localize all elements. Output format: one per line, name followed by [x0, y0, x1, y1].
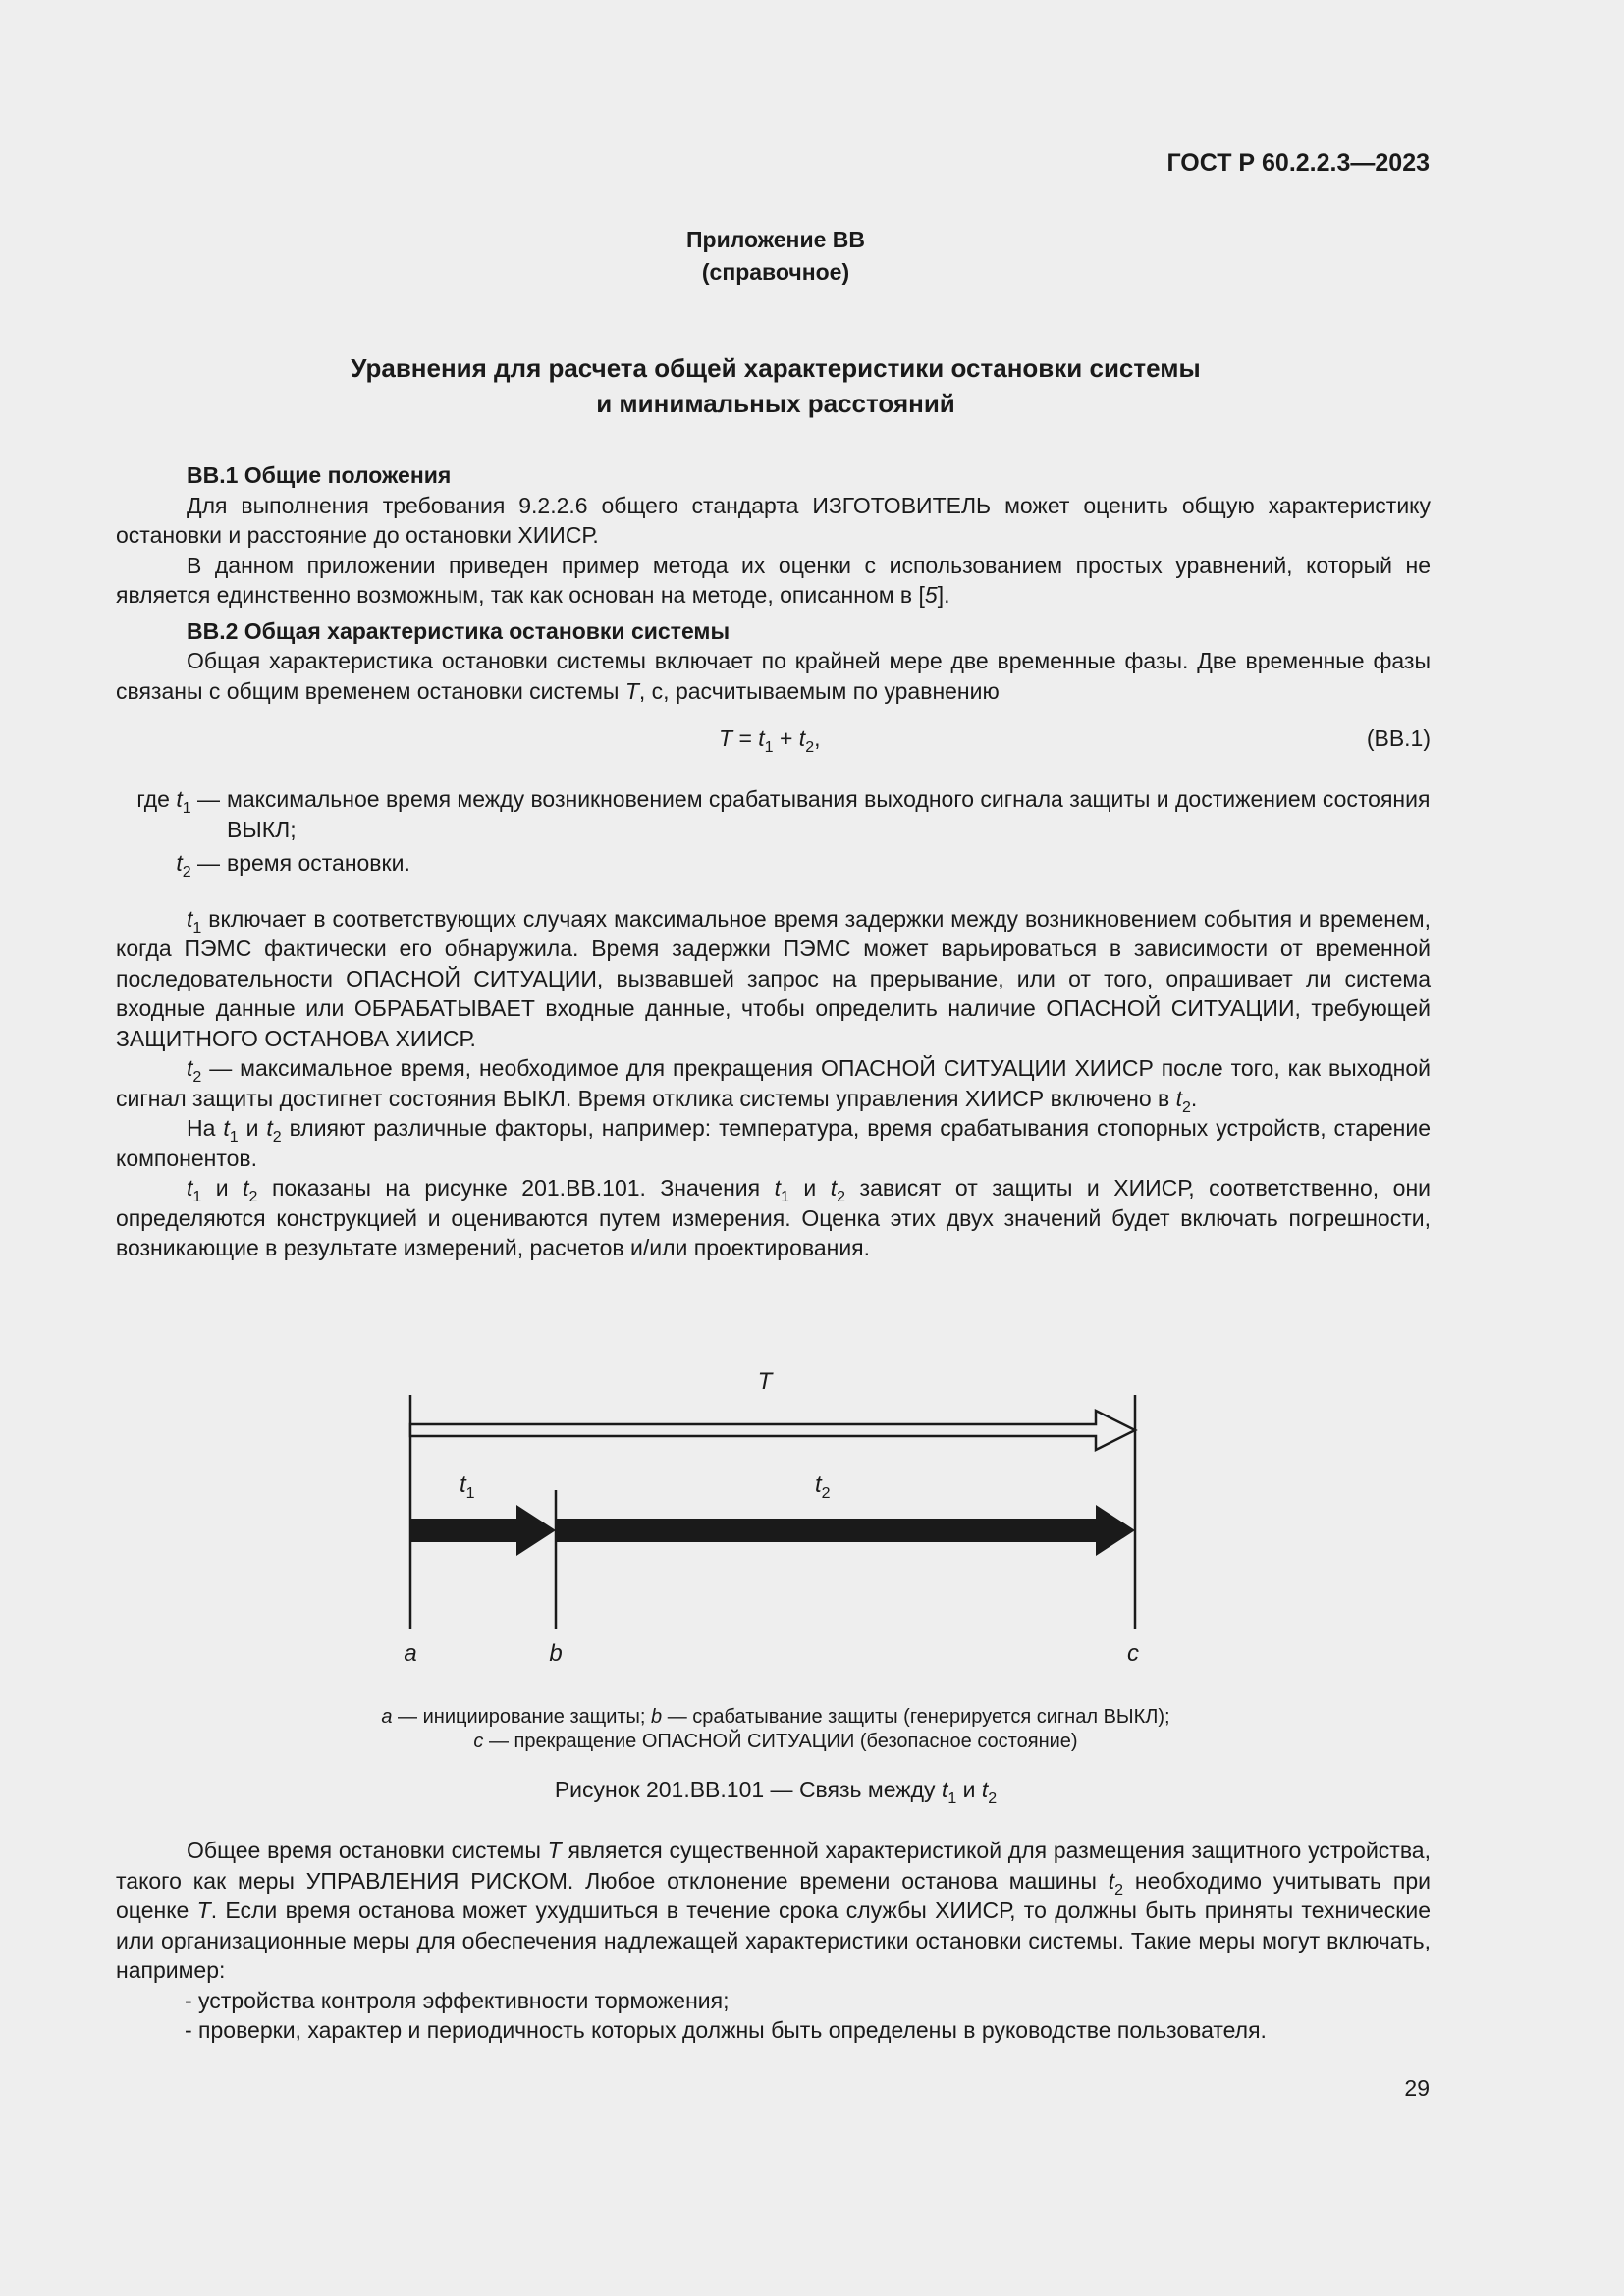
closing-content [116, 1836, 1431, 2046]
label-a: a [404, 1640, 417, 1667]
definition-text: максимальное время между возникновением срабатывания выходного сигнала защиты и достижением состояния ВЫКЛ; [227, 786, 1431, 842]
section-heading-1: ВВ.1 Общие положения [187, 462, 452, 488]
paragraph: Для выполнения требования 9.2.2.6 общего стандарта ИЗГОТОВИТЕЛЬ может оценить общую характеристику остановки и расстояние до остановки ХИИСР. [116, 492, 1431, 548]
paragraph: $t_2$ — максимальное время, необходимое для прекращения ОПАСНОЙ СИТУАЦИИ ХИИСР после того, как выходной сигнал защиты достигнет состояния ВЫКЛ. Время отклика системы управления ХИИСР включено в $t_2$. [116, 1055, 1432, 1116]
paragraph: $t_1$ включает в соответствующих случаях максимальное время задержки между возникновением события и временем, когда ПЭМС фактически его обнаружила. Время задержки ПЭМС может варьироваться в зависимости от временной последовательности ОПАСНОЙ СИТУАЦИИ, вызвавшей запрос на прерывание, или от того, опрашивает ли система входные данные или ОБРАБАТЫВАЕТ входные данные, чтобы определить наличие ОПАСНОЙ СИТУАЦИИ, требующей ЗАЩИТНОГО ОСТАНОВА ХИИСР. [116, 905, 1431, 1051]
timing-diagram [373, 1360, 1257, 1683]
annex-title-line1: Уравнения для расчета общей характеристики остановки системы [351, 353, 1201, 383]
list-item: - проверки, характер и периодичность которых должны быть определены в руководстве пользователя. [185, 2017, 1267, 2043]
formula-number: (ВВ.1) [1366, 725, 1431, 751]
formula-expression: $T = t_1 + t_2$, [719, 725, 821, 756]
definition-t1 [116, 784, 1431, 844]
label-c: c [1127, 1640, 1139, 1667]
page-number: 29 [1404, 2075, 1430, 2101]
label-T: T [757, 1368, 773, 1395]
figure-key [0, 1705, 1551, 1754]
section-heading-2: ВВ.2 Общая характеристика остановки системы [187, 617, 731, 644]
list-item: - устройства контроля эффективности торможения; [185, 1987, 730, 2013]
label-t1: $t_1$ [460, 1471, 475, 1502]
definition-text: время остановки. [227, 850, 410, 876]
annex-title [0, 350, 1551, 421]
figure-caption: Рисунок 201.ВВ.101 — Связь между $t_1$ и $t_2$ [554, 1777, 998, 1807]
figure-key-line2: c — прекращение ОПАСНОЙ СИТУАЦИИ (безопасное состояние) [473, 1731, 1078, 1752]
appendix-label: Приложение ВВ [685, 227, 865, 252]
definition-symbol: где $t_1$ — [136, 786, 220, 817]
figure-key-line1: a — инициирование защиты; b — срабатывание защиты (генерируется сигнал ВЫКЛ); [381, 1706, 1170, 1728]
paragraph: $t_1$ и $t_2$ показаны на рисунке 201.ВВ.101. Значения $t_1$ и $t_2$ зависят от защиты и ХИИСР, соответственно, они определяются конструкцией и оцениваются путем измерения. Оценка этих двух значений будет включать погрешности, возникающие в результате измерений, расчетов и/или проектирования. [116, 1175, 1431, 1260]
appendix-heading [0, 224, 1551, 289]
document-code: ГОСТ Р 60.2.2.3—2023 [1166, 149, 1430, 177]
paragraph: Общая характеристика остановки системы включает по крайней мере две временные фазы. Две временные фазы связаны с общим временем остановки системы T, с, расчитываемым по уравнению [116, 648, 1431, 704]
arrow-T [410, 1411, 1135, 1450]
paragraph: Общее время остановки системы T является существенной характеристикой для размещения защитного устройства, такого как меры УПРАВЛЕНИЯ РИСКОМ. Любое отклонение времени останова машины $t_2$ необходимо учитывать при оценке T. Если время останова может ухудшиться в течение срока службы ХИИСР, то должны быть приняты технические или организационные меры для обеспечения надлежащей характеристики остановки системы. Такие меры могут включать, например: [116, 1838, 1432, 1983]
annex-title-line2: и минимальных расстояний [596, 389, 955, 418]
appendix-kind: (справочное) [701, 259, 850, 285]
timing-diagram-svg [373, 1360, 1257, 1683]
paragraph: На $t_1$ и $t_2$ влияют различные факторы, например: температура, время срабатывания стопорных устройств, старение компонентов. [116, 1115, 1432, 1171]
main-content [116, 460, 1431, 1263]
definition-t2 [116, 848, 1431, 879]
label-b: b [549, 1640, 563, 1667]
definition-symbol: $t_2$ — [176, 850, 220, 881]
paragraph: В данном приложении приведен пример метода их оценки с использованием простых уравнений, который не является единственно возможным, так как основан на методе, описанном в [5]. [116, 552, 1431, 608]
label-t2: $t_2$ [815, 1471, 831, 1502]
arrow-t1 [410, 1505, 556, 1556]
arrow-t2 [556, 1505, 1135, 1556]
formula [116, 720, 1431, 755]
